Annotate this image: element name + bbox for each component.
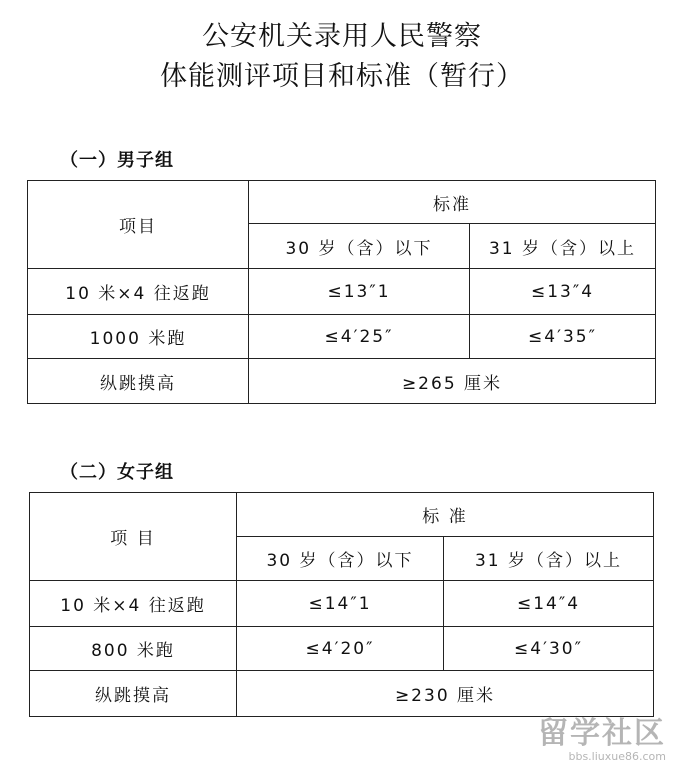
men-row-jump-standard: ≥265 厘米 bbox=[249, 359, 656, 404]
men-row-shuttle-b: ≤13″4 bbox=[470, 269, 656, 315]
document-title-line-1: 公安机关录用人民警察 bbox=[202, 21, 482, 52]
men-row-run-b: ≤4′35″ bbox=[470, 315, 656, 359]
men-row-run-a: ≤4′25″ bbox=[249, 315, 470, 359]
table-row bbox=[30, 581, 654, 627]
men-header-age-31-above: 31 岁（含）以上 bbox=[470, 224, 656, 269]
women-row-shuttle-item: 10 米×4 往返跑 bbox=[30, 581, 237, 627]
men-row-shuttle-a: ≤13″1 bbox=[249, 269, 470, 315]
women-row-jump-item: 纵跳摸高 bbox=[30, 671, 237, 717]
men-header-age-30-below: 30 岁（含）以下 bbox=[249, 224, 470, 269]
women-row-run-b: ≤4′30″ bbox=[444, 627, 654, 671]
women-row-run-item: 800 米跑 bbox=[30, 627, 237, 671]
women-row-jump-standard: ≥230 厘米 bbox=[237, 671, 654, 717]
women-header-age-30-below: 30 岁（含）以下 bbox=[237, 537, 444, 581]
table-row bbox=[30, 627, 654, 671]
men-standards-table bbox=[27, 180, 656, 404]
women-section-title: （二）女子组 bbox=[60, 462, 174, 483]
men-row-jump-item: 纵跳摸高 bbox=[28, 359, 249, 404]
men-section-title: （一）男子组 bbox=[60, 150, 174, 171]
women-standards-table bbox=[29, 492, 654, 717]
men-header-standard: 标准 bbox=[249, 181, 656, 224]
men-header-item: 项目 bbox=[28, 181, 249, 269]
women-row-shuttle-a: ≤14″1 bbox=[237, 581, 444, 627]
table-row bbox=[28, 315, 656, 359]
table-row bbox=[28, 359, 656, 404]
watermark-url: bbs.liuxue86.com bbox=[568, 750, 666, 763]
women-header-item: 项 目 bbox=[30, 493, 237, 581]
document-title-line-2: 体能测评项目和标准（暂行） bbox=[160, 61, 524, 92]
women-row-shuttle-b: ≤14″4 bbox=[444, 581, 654, 627]
site-watermark bbox=[538, 708, 666, 763]
watermark-logo-text: 留学社区 bbox=[538, 716, 666, 751]
women-header-standard: 标 准 bbox=[237, 493, 654, 537]
table-row bbox=[28, 269, 656, 315]
men-row-shuttle-item: 10 米×4 往返跑 bbox=[28, 269, 249, 315]
women-header-age-31-above: 31 岁（含）以上 bbox=[444, 537, 654, 581]
men-row-run-item: 1000 米跑 bbox=[28, 315, 249, 359]
women-row-run-a: ≤4′20″ bbox=[237, 627, 444, 671]
